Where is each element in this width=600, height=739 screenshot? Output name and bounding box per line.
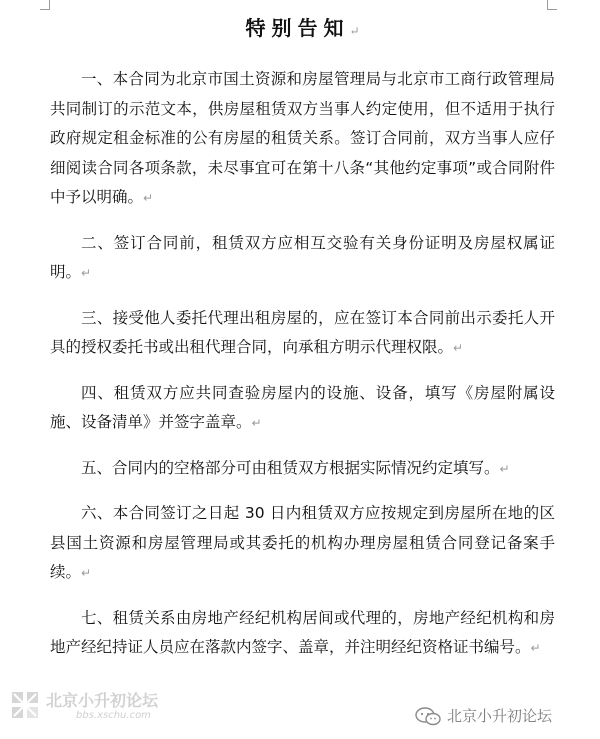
paragraph-mark: ↵ <box>81 566 92 580</box>
notice-paragraph-7 <box>50 604 555 664</box>
forum-watermark <box>10 688 190 728</box>
paragraph-mark: ↵ <box>81 266 92 280</box>
notice-paragraph-3 <box>50 304 555 364</box>
notice-paragraph-2 <box>50 229 555 289</box>
paragraph-text: 一、本合同为北京市国土资源和房屋管理局与北京市工商行政管理局共同制订的示范文本，供房屋租赁双方当事人约定使用，但不适用于执行政府规定租金标准的公有房屋的租赁关系。签订合同前，双方当事人应仔细阅读合同各项条款，未尽事宜可在第十八条“其他约定事项”或合同附件中予以明确。 <box>50 70 555 206</box>
paragraph-text: 六、本合同签订之日起 30 日内租赁双方应按规定到房屋所在地的区县国土资源和房屋管理局或其委托的机构办理房屋租赁合同登记备案手续。 <box>50 504 555 581</box>
forum-watermark-text: 北京小升初论坛 <box>46 691 159 710</box>
forum-watermark-url: bbs.xschu.com <box>76 710 151 721</box>
paragraph-text: 七、租赁关系由房地产经纪机构居间或代理的，房地产经纪机构和房地产经纪持证人员应在落款内签字、盖章，并注明经纪资格证书编号。 <box>50 608 555 656</box>
notice-paragraph-5 <box>50 454 555 485</box>
paragraph-mark: ↵ <box>251 416 262 430</box>
notice-paragraph-1 <box>50 65 555 214</box>
notice-paragraph-6 <box>50 499 555 589</box>
page-corner-mark-left <box>40 0 50 10</box>
paragraph-text: 五、合同内的空格部分可由租赁双方根据实际情况约定填写。 <box>81 458 500 477</box>
document-title <box>50 13 555 43</box>
paragraph-mark: ↵ <box>453 341 464 355</box>
wechat-icon <box>415 706 441 726</box>
notice-paragraph-4 <box>50 379 555 439</box>
paragraph-mark: ↵ <box>349 24 360 38</box>
paragraph-text: 二、签订合同前，租赁双方应相互交验有关身份证明及房屋权属证明。 <box>50 233 555 281</box>
xschu-logo-icon <box>10 690 40 720</box>
title-text: 特别告知 <box>245 16 350 40</box>
paragraph-text: 四、租赁双方应共同查验房屋内的设施、设备，填写《房屋附属设施、设备清单》并签字盖章。 <box>50 383 555 431</box>
document-page <box>50 0 555 664</box>
paragraph-mark: ↵ <box>499 461 510 476</box>
wechat-watermark-text: 北京小升初论坛 <box>447 707 553 725</box>
paragraph-text: 三、接受他人委托代理出租房屋的，应在签订本合同前出示委托人开具的授权委托书或出租代理合同，向承租方明示代理权限。 <box>50 308 555 356</box>
paragraph-mark: ↵ <box>143 191 154 205</box>
paragraph-mark: ↵ <box>530 641 541 655</box>
